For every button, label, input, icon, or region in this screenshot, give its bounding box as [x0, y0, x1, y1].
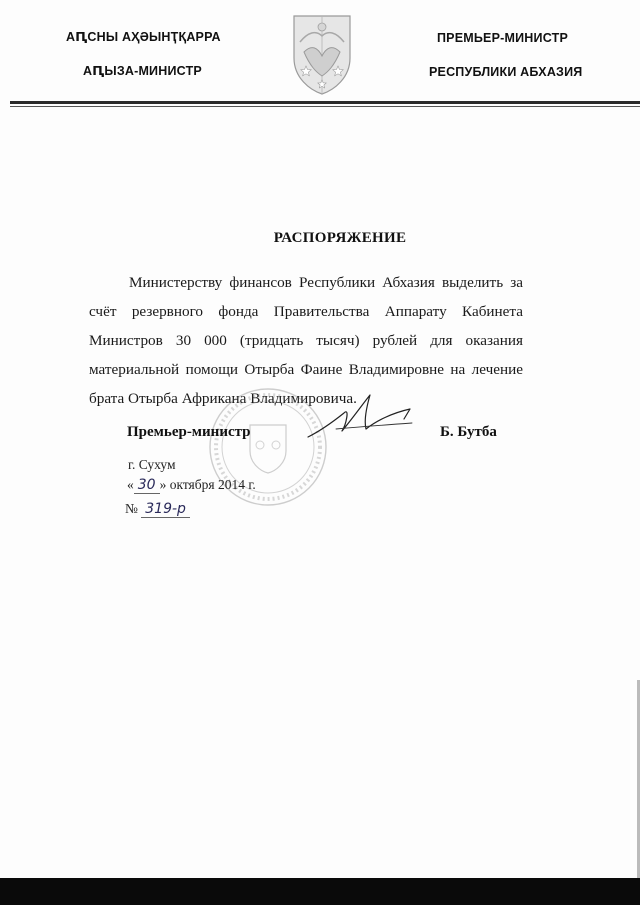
document-number: [125, 501, 190, 518]
number-prefix: №: [125, 501, 138, 516]
header-abkhaz-prime-minister: АԤЫЗА-МИНИСТР: [83, 64, 202, 78]
coat-of-arms-icon: [290, 12, 354, 96]
header-divider-thick: [10, 101, 640, 104]
number-value-handwritten: 319-р: [141, 502, 190, 518]
issue-date: [127, 477, 256, 494]
handwritten-signature-icon: [300, 385, 435, 445]
issue-place: г. Сухум: [128, 457, 176, 472]
date-open-quote: «: [127, 477, 134, 492]
signatory-role: Премьер-министр: [127, 424, 251, 440]
header-prime-minister: ПРЕМЬЕР-МИНИСТР: [437, 31, 568, 45]
header-republic-of-abkhazia: РЕСПУБЛИКИ АБХАЗИЯ: [429, 65, 583, 79]
document-title: РАСПОРЯЖЕНИЕ: [273, 230, 407, 246]
header-divider-thin: [10, 106, 640, 107]
document-body: Министерству финансов Республики Абхазия выделить за счёт резервного фонда Правительства Аппарату Кабинета Министров 30 000 (тридцать тысяч) рублей для оказания материальной помощи Отырба Фаине Владимировне на лечение брата Отырба Африкана Владимировича.: [89, 274, 523, 407]
date-month-year: » октября 2014 г.: [159, 477, 256, 492]
signatory-name: Б. Бутба: [440, 424, 497, 440]
scan-bottom-border: [0, 878, 640, 905]
date-day-handwritten: 30: [134, 478, 160, 494]
header-abkhaz-government: АԤСНЫ АҲӘЫНҬҚАРРА: [66, 30, 221, 44]
